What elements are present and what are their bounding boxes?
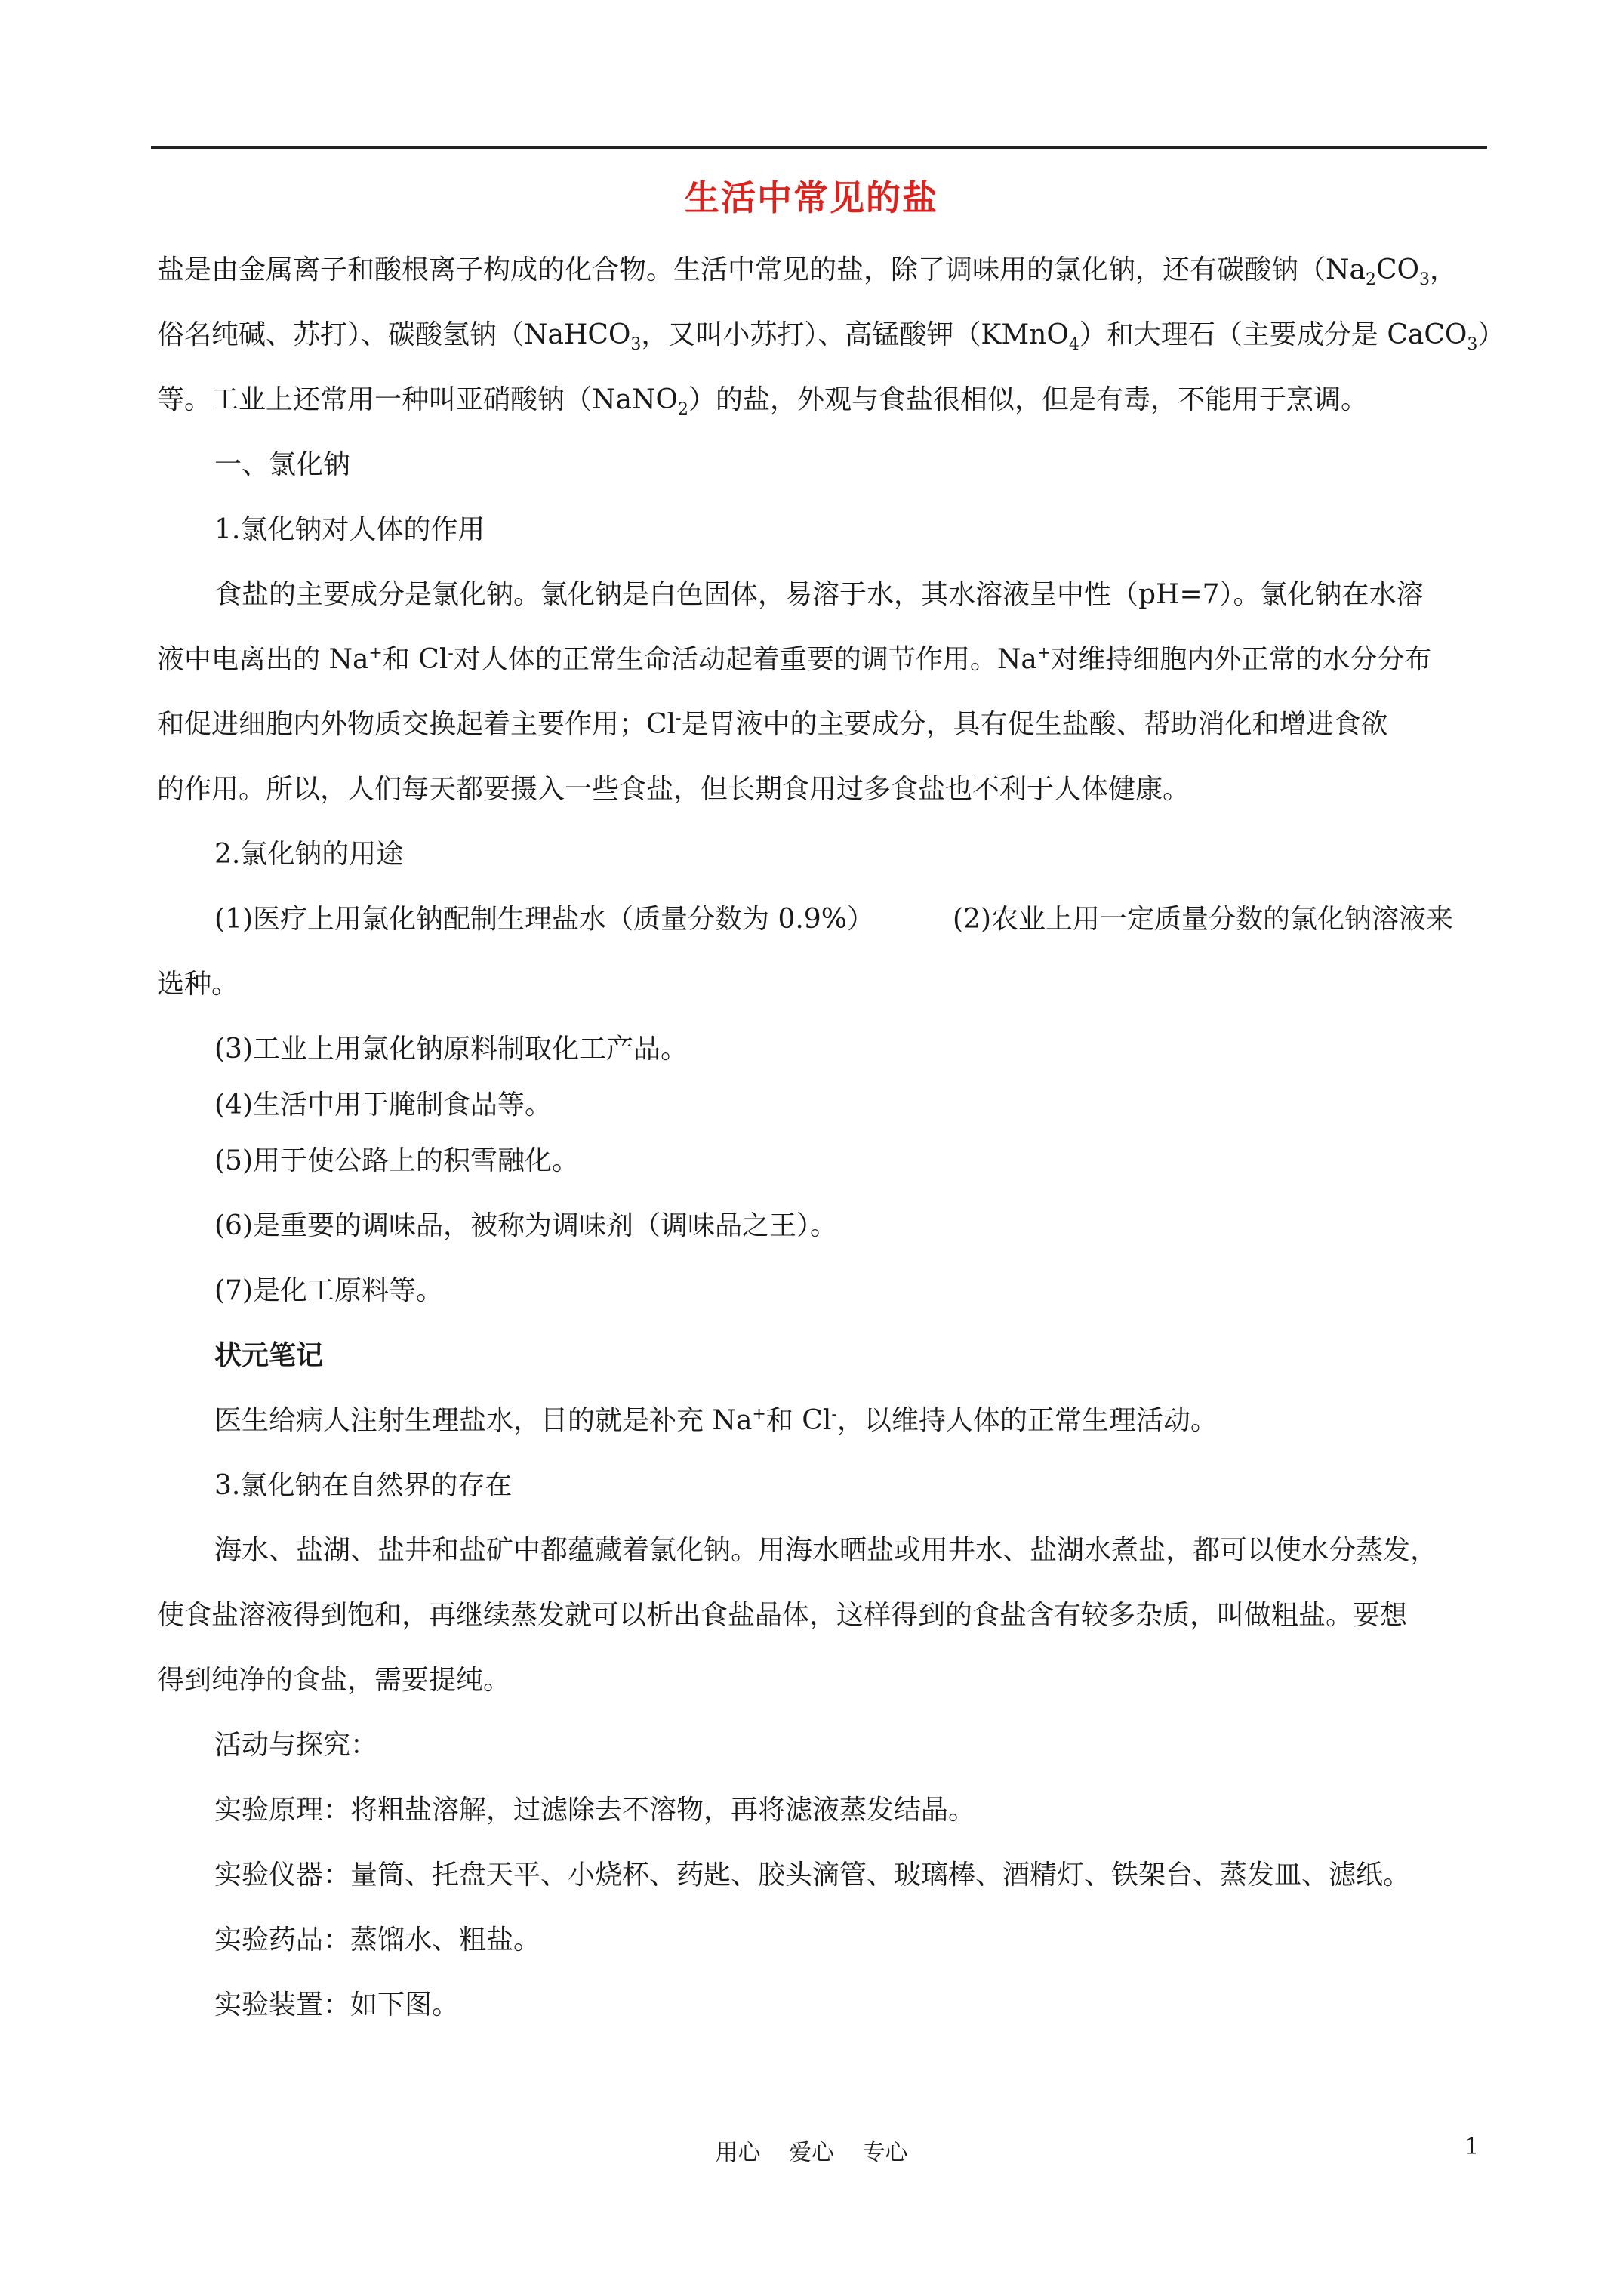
text: 盐是由金属离子和酸根离子构成的化合物。生活中常见的盐，除了调味用的氯化钠，还有碳酸钠（Na (157, 254, 1366, 285)
activity-principle: 实验原理：将粗盐溶解，过滤除去不溶物，再将滤液蒸发结晶。 (214, 1795, 976, 1826)
use-item-5: (5)用于使公路上的积雪融化。 (214, 1145, 579, 1176)
activity-reagents: 实验药品：蒸馏水、粗盐。 (214, 1925, 541, 1955)
superscript: - (676, 709, 682, 728)
use-item-4: (4)生活中用于腌制食品等。 (214, 1089, 552, 1120)
text: ，以维持人体的正常生理活动。 (836, 1405, 1218, 1436)
para3-line-1: 海水、盐湖、盐井和盐矿中都蕴藏着氯化钠。用海水晒盐或用井水、盐湖水煮盐，都可以使水分蒸发， (214, 1535, 1438, 1566)
text: 和 Cl (382, 644, 448, 675)
notes-heading: 状元笔记 (214, 1340, 324, 1371)
section-heading-sodium-chloride: 一、氯化钠 (214, 449, 351, 480)
subscript: 3 (1467, 335, 1478, 355)
para1-line-3 (157, 707, 1388, 743)
subscript: 2 (677, 400, 688, 420)
subheading-human-body: 1.氯化钠对人体的作用 (214, 514, 485, 545)
text: 和 Cl (765, 1405, 832, 1436)
superscript: + (368, 644, 383, 663)
text: ） (1477, 319, 1505, 350)
intro-line-1 (157, 252, 1457, 288)
text: CO (1375, 254, 1420, 285)
activity-instruments: 实验仪器：量筒、托盘天平、小烧杯、药匙、胶头滴管、玻璃棒、酒精灯、铁架台、蒸发皿、滤纸。 (214, 1860, 1411, 1891)
text: 是胃液中的主要成分，具有促生盐酸、帮助消化和增进食欲 (681, 709, 1388, 740)
use-item-2: (2)农业上用一定质量分数的氯化钠溶液来 (953, 904, 1453, 935)
para1-line-2 (157, 642, 1431, 678)
page-title: 生活中常见的盐 (685, 177, 938, 218)
intro-line-3 (157, 382, 1368, 418)
text: ）和大理石（主要成分是 CaCO (1079, 319, 1467, 350)
subheading-nature: 3.氯化钠在自然界的存在 (214, 1470, 513, 1501)
intro-line-2 (157, 317, 1504, 353)
footer-text: 用心 爱心 专心 (715, 2140, 908, 2166)
text: ， (1430, 254, 1458, 285)
text: 液中电离出的 Na (157, 644, 369, 675)
para3-line-2: 使食盐溶液得到饱和，再继续蒸发就可以析出食盐晶体，这样得到的食盐含有较多杂质，叫做粗盐。要想 (157, 1600, 1408, 1631)
use-item-1: (1)医疗上用氯化钠配制生理盐水（质量分数为 0.9%） (214, 904, 874, 935)
text: 对维持细胞内外正常的水分分布 (1051, 644, 1432, 675)
text: 对人体的正常生命活动起着重要的调节作用。Na (453, 644, 1037, 675)
page-number: 1 (1464, 2134, 1480, 2160)
para1-line-4: 的作用。所以，人们每天都要摄入一些食盐，但长期食用过多食盐也不利于人体健康。 (157, 774, 1190, 805)
superscript: - (448, 644, 454, 663)
subscript: 4 (1068, 335, 1079, 355)
use-item-3: (3)工业上用氯化钠原料制取化工产品。 (214, 1034, 688, 1065)
header-rule (151, 146, 1487, 149)
subheading-uses: 2.氯化钠的用途 (214, 839, 404, 870)
text: 等。工业上还常用一种叫亚硝酸钠（NaNO (157, 384, 678, 415)
text: ，又叫小苏打）、高锰酸钾（KMnO (641, 319, 1069, 350)
notes-text (214, 1403, 1218, 1439)
activity-apparatus: 实验装置：如下图。 (214, 1989, 460, 2020)
subscript: 3 (1419, 270, 1431, 290)
text: 和促进细胞内外物质交换起着主要作用；Cl (157, 709, 676, 740)
subscript: 2 (1365, 270, 1376, 290)
use-item-2-cont: 选种。 (157, 969, 239, 1000)
subscript: 3 (630, 335, 642, 355)
use-item-6: (6)是重要的调味品，被称为调味剂（调味品之王）。 (214, 1210, 837, 1241)
text: 医生给病人注射生理盐水，目的就是补充 Na (214, 1405, 753, 1436)
use-item-7: (7)是化工原料等。 (214, 1275, 443, 1306)
superscript: + (752, 1405, 766, 1424)
superscript: - (831, 1405, 837, 1424)
text: 俗名纯碱、苏打）、碳酸氢钠（NaHCO (157, 319, 631, 350)
superscript: + (1036, 644, 1052, 663)
para3-line-3: 得到纯净的食盐，需要提纯。 (157, 1665, 511, 1696)
text: ）的盐，外观与食盐很相似，但是有毒，不能用于烹调。 (688, 384, 1368, 415)
para1-line-1: 食盐的主要成分是氯化钠。氯化钠是白色固体，易溶于水，其水溶液呈中性（pH=7）。氯化钠在水溶 (214, 579, 1424, 610)
activity-heading: 活动与探究： (214, 1730, 378, 1761)
